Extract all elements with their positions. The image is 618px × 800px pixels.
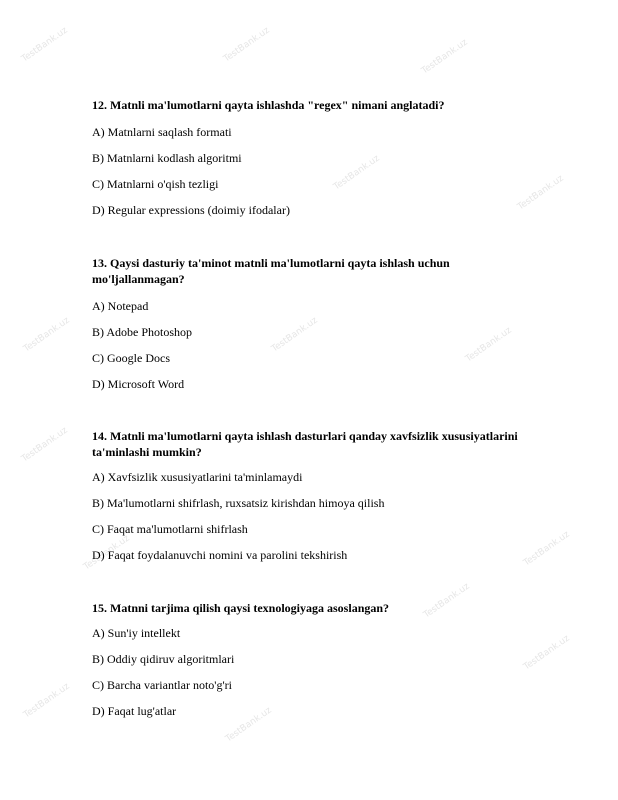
watermark: TestBank.uz: [221, 25, 272, 65]
watermark: TestBank.uz: [269, 315, 320, 355]
question-title-continued: ta'minlashi mumkin?: [92, 445, 202, 459]
option-b: B) Matnlarni kodlash algoritmi: [92, 151, 242, 165]
option-b: B) Oddiy qidiruv algoritmlari: [92, 652, 235, 666]
watermark: TestBank.uz: [19, 25, 70, 65]
option-d: D) Microsoft Word: [92, 377, 185, 391]
question-title: 14. Matnli ma'lumotlarni qayta ishlash dasturlari qanday xavfsizlik xususiyatlarini: [92, 429, 518, 443]
option-a: A) Notepad: [92, 299, 149, 313]
watermark: TestBank.uz: [515, 173, 566, 213]
question-title: 13. Qaysi dasturiy ta'minot matnli ma'lumotlarni qayta ishlash uchun: [92, 256, 450, 270]
watermark: TestBank.uz: [81, 533, 132, 573]
option-c: C) Google Docs: [92, 351, 170, 365]
option-c: C) Matnlarni o'qish tezligi: [92, 177, 219, 191]
question-title-continued: mo'ljallanmagan?: [92, 272, 185, 286]
watermark: TestBank.uz: [419, 37, 470, 77]
watermark: TestBank.uz: [21, 681, 72, 721]
option-b: B) Ma'lumotlarni shifrlash, ruxsatsiz kirishdan himoya qilish: [92, 496, 385, 510]
option-d: D) Faqat foydalanuvchi nomini va parolini tekshirish: [92, 548, 348, 562]
option-a: A) Matnlarni saqlash formati: [92, 125, 232, 139]
option-b: B) Adobe Photoshop: [92, 325, 193, 339]
option-d: D) Regular expressions (doimiy ifodalar): [92, 203, 290, 217]
watermark: TestBank.uz: [19, 425, 70, 465]
question-title: 12. Matnli ma'lumotlarni qayta ishlashda "regex" nimani anglatadi?: [92, 98, 445, 112]
watermark: TestBank.uz: [21, 315, 72, 355]
option-a: A) Xavfsizlik xususiyatlarini ta'minlamaydi: [92, 470, 303, 484]
option-a: A) Sun'iy intellekt: [92, 626, 181, 640]
watermark: TestBank.uz: [223, 705, 274, 745]
watermark: TestBank.uz: [521, 633, 572, 673]
watermark: TestBank.uz: [421, 581, 472, 621]
option-d: D) Faqat lug'atlar: [92, 704, 177, 718]
question-title: 15. Matnni tarjima qilish qaysi texnologiyaga asoslangan?: [92, 601, 390, 615]
watermark: TestBank.uz: [521, 529, 572, 569]
option-c: C) Barcha variantlar noto'g'ri: [92, 678, 232, 692]
option-c: C) Faqat ma'lumotlarni shifrlash: [92, 522, 248, 536]
watermark: TestBank.uz: [331, 153, 382, 193]
watermark: TestBank.uz: [463, 325, 514, 365]
